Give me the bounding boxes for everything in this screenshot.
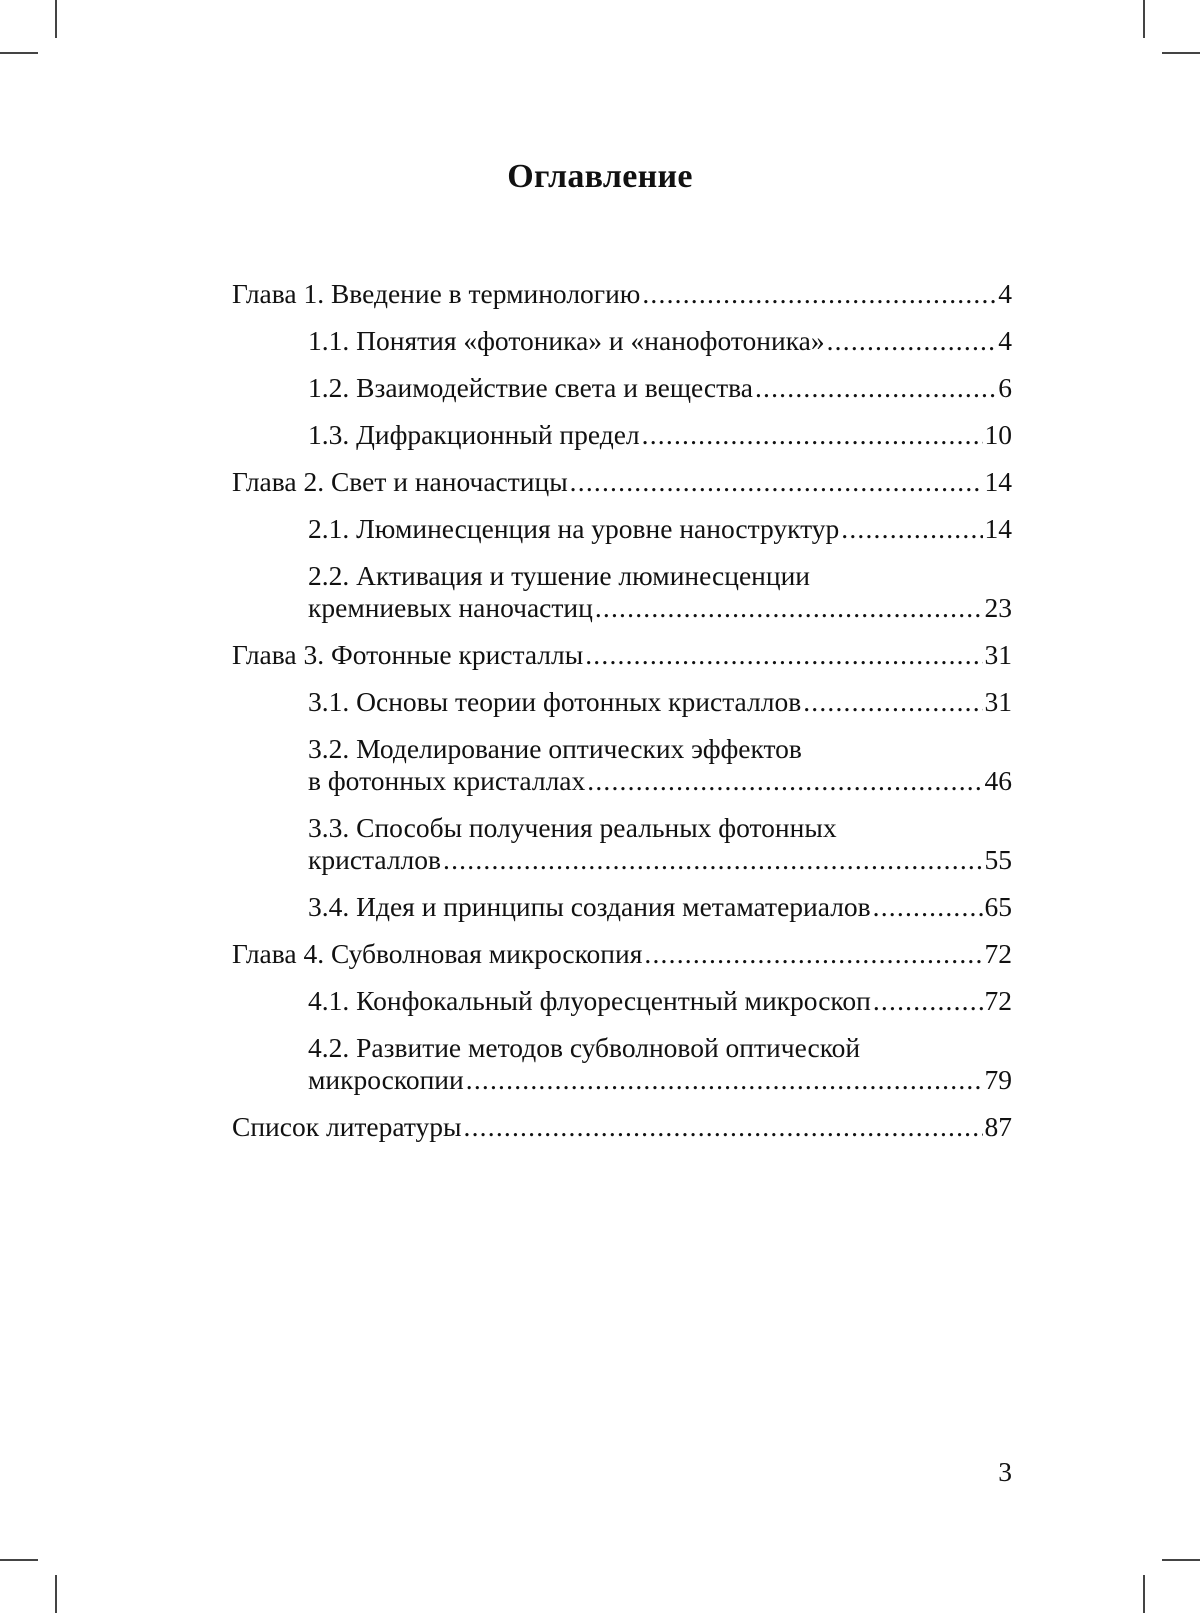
toc-section-entry[interactable] bbox=[232, 891, 1012, 923]
toc-entry-row bbox=[232, 985, 1012, 1017]
toc-chapter-entry[interactable] bbox=[232, 1111, 1012, 1143]
toc-entry-row bbox=[232, 325, 1012, 357]
dot-leader bbox=[644, 938, 982, 970]
toc-entry-row bbox=[232, 938, 1012, 970]
toc-entry-row bbox=[232, 419, 1012, 451]
toc-section-entry[interactable] bbox=[232, 686, 1012, 718]
toc-entry-page: 72 bbox=[984, 938, 1012, 969]
dot-leader bbox=[642, 278, 996, 310]
toc-entry-row bbox=[232, 1111, 1012, 1143]
crop-mark bbox=[1143, 0, 1145, 38]
toc-entry-page: 79 bbox=[984, 1064, 1012, 1095]
toc-entry-page: 46 bbox=[984, 765, 1012, 796]
page-number: 3 bbox=[998, 1456, 1012, 1487]
toc-section-entry[interactable] bbox=[232, 1032, 1012, 1096]
toc-entry-title: 1.3. Дифракционный предел bbox=[308, 419, 640, 450]
toc-entry-row bbox=[232, 372, 1012, 404]
toc-entry-row bbox=[232, 891, 1012, 923]
dot-leader bbox=[464, 1111, 983, 1143]
page-title: Оглавление bbox=[507, 158, 693, 195]
toc-section-entry[interactable] bbox=[232, 419, 1012, 451]
toc-section-entry[interactable] bbox=[232, 372, 1012, 404]
crop-mark bbox=[1162, 52, 1200, 54]
dot-leader bbox=[873, 891, 983, 923]
dot-leader bbox=[585, 639, 982, 671]
toc-entry-title: 3.1. Основы теории фотонных кристаллов bbox=[308, 686, 802, 717]
toc-entry-page: 87 bbox=[984, 1111, 1012, 1142]
toc-entry-page: 72 bbox=[984, 985, 1012, 1016]
toc-entry-page: 4 bbox=[998, 278, 1012, 309]
dot-leader bbox=[755, 372, 996, 404]
dot-leader bbox=[873, 985, 983, 1017]
toc-entry-title: 4.1. Конфокальный флуоресцентный микроскоп bbox=[308, 985, 871, 1016]
toc-section-entry[interactable] bbox=[232, 325, 1012, 357]
toc-entry-row bbox=[232, 844, 1012, 876]
toc-entry-title-line: 2.2. Активация и тушение люминесценции bbox=[308, 560, 811, 591]
toc-section-entry[interactable] bbox=[232, 513, 1012, 545]
toc-entry-row bbox=[232, 592, 1012, 624]
toc-entry-row bbox=[232, 765, 1012, 797]
dot-leader bbox=[466, 1064, 983, 1096]
toc-entry-row bbox=[232, 639, 1012, 671]
toc-entry-row bbox=[232, 513, 1012, 545]
toc-entry-title: 1.1. Понятия «фотоника» и «нанофотоника» bbox=[308, 325, 825, 356]
toc-chapter-entry[interactable] bbox=[232, 466, 1012, 498]
toc-entry-title: Глава 3. Фотонные кристаллы bbox=[232, 639, 584, 670]
toc-chapter-entry[interactable] bbox=[232, 938, 1012, 970]
crop-mark bbox=[55, 0, 57, 38]
toc-entry-title: Глава 4. Субволновая микроскопия bbox=[232, 938, 643, 969]
toc-chapter-entry[interactable] bbox=[232, 278, 1012, 310]
toc-section-entry[interactable] bbox=[232, 733, 1012, 797]
crop-mark bbox=[0, 52, 38, 54]
toc-entry-title-line: 3.3. Способы получения реальных фотонных bbox=[308, 812, 837, 843]
dot-leader bbox=[827, 325, 997, 357]
dot-leader bbox=[803, 686, 982, 718]
toc-entry-page: 31 bbox=[984, 686, 1012, 717]
toc-entry-page: 14 bbox=[984, 513, 1012, 544]
dot-leader bbox=[642, 419, 983, 451]
toc-entry-page: 55 bbox=[984, 844, 1012, 875]
dot-leader bbox=[841, 513, 982, 545]
crop-mark bbox=[0, 1559, 38, 1561]
toc-entry-title: кремниевых наночастиц bbox=[308, 592, 593, 623]
toc-entry-row bbox=[232, 1064, 1012, 1096]
toc-chapter-entry[interactable] bbox=[232, 639, 1012, 671]
toc-entry-title: микроскопии bbox=[308, 1064, 464, 1095]
table-of-contents bbox=[232, 278, 1012, 1158]
dot-leader bbox=[443, 844, 982, 876]
toc-section-entry[interactable] bbox=[232, 560, 1012, 624]
crop-mark bbox=[1143, 1575, 1145, 1613]
toc-entry-row bbox=[232, 278, 1012, 310]
toc-entry-title-line: 4.2. Развитие методов субволновой оптической bbox=[308, 1032, 861, 1063]
toc-entry-page: 14 bbox=[984, 466, 1012, 497]
toc-entry-title: кристаллов bbox=[308, 844, 442, 875]
toc-entry-title: Список литературы bbox=[232, 1111, 462, 1142]
toc-entry-title: 2.1. Люминесценция на уровне наноструктур bbox=[308, 513, 840, 544]
dot-leader bbox=[570, 466, 983, 498]
crop-mark bbox=[55, 1575, 57, 1613]
toc-entry-page: 65 bbox=[984, 891, 1012, 922]
crop-mark bbox=[1162, 1559, 1200, 1561]
toc-entry-row bbox=[232, 466, 1012, 498]
toc-section-entry[interactable] bbox=[232, 985, 1012, 1017]
toc-entry-page: 10 bbox=[984, 419, 1012, 450]
toc-entry-title: 3.4. Идея и принципы создания метаматериалов bbox=[308, 891, 871, 922]
dot-leader bbox=[595, 592, 983, 624]
toc-entry-row bbox=[232, 686, 1012, 718]
toc-entry-title: Глава 1. Введение в терминологию bbox=[232, 278, 641, 309]
toc-entry-page: 4 bbox=[998, 325, 1012, 356]
dot-leader bbox=[587, 765, 982, 797]
toc-entry-page: 31 bbox=[984, 639, 1012, 670]
toc-entry-title-line: 3.2. Моделирование оптических эффектов bbox=[308, 733, 802, 764]
toc-entry-page: 6 bbox=[998, 372, 1012, 403]
toc-entry-page: 23 bbox=[984, 592, 1012, 623]
toc-entry-title: 1.2. Взаимодействие света и вещества bbox=[308, 372, 753, 403]
toc-section-entry[interactable] bbox=[232, 812, 1012, 876]
toc-entry-title: в фотонных кристаллах bbox=[308, 765, 586, 796]
toc-entry-title: Глава 2. Свет и наночастицы bbox=[232, 466, 568, 497]
